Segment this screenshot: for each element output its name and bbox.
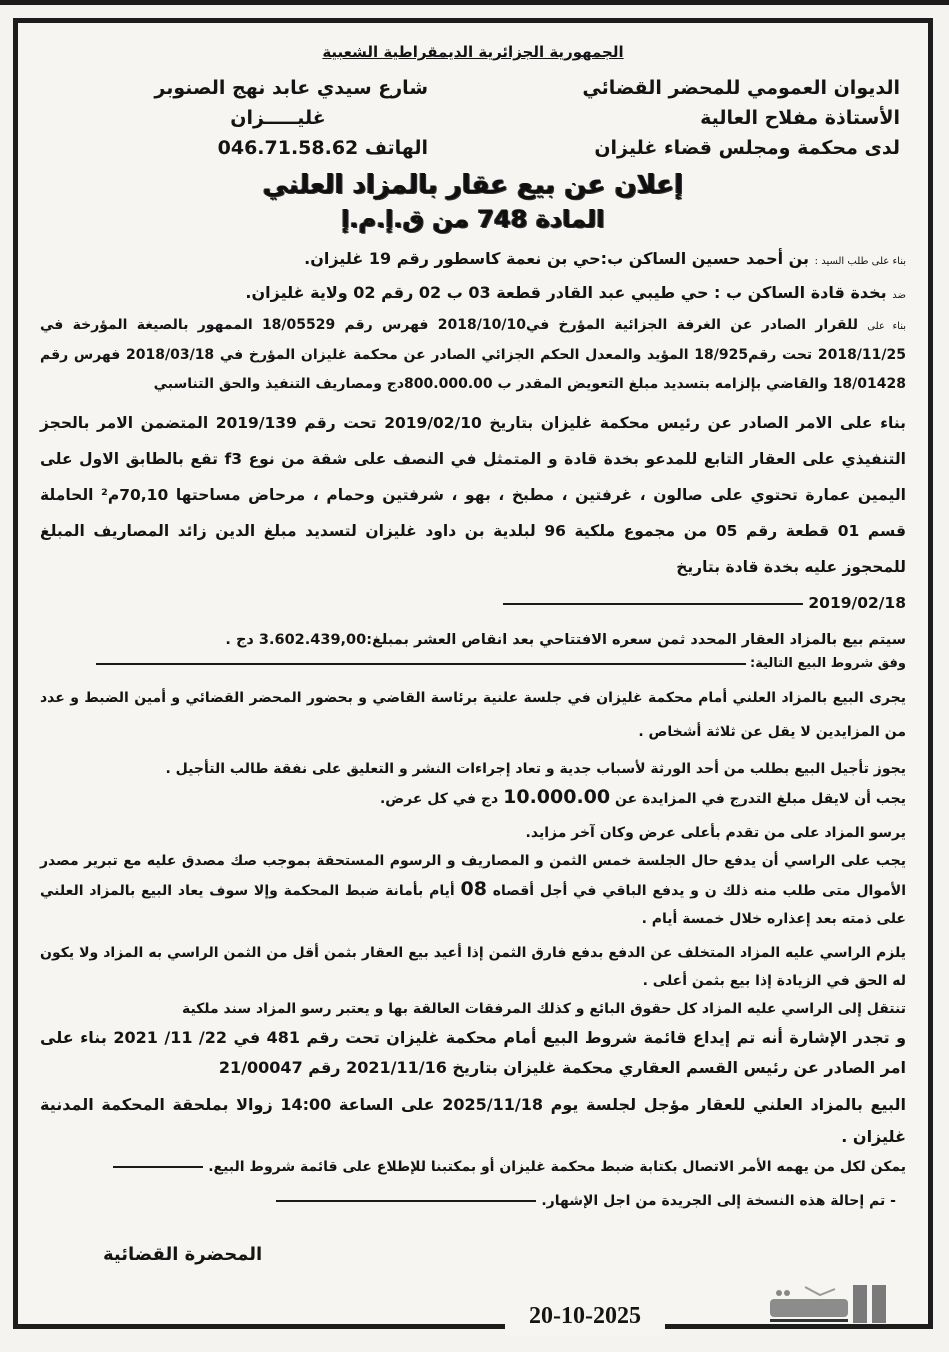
condition-text: أيام بأمانة ضبط المحكمة وإلا سوف يعاد البيع بالمزاد العلني على ذمته بعد إعذاره خلال خمسة أيام . — [40, 883, 906, 927]
office-block — [520, 73, 900, 163]
condition-item: يجرى البيع بالمزاد العلني أمام محكمة غليزان في جلسة علنية برئاسة القاضي و بحضور المحضر القضائي و أمين الضبط و عدد من المزايدين لا يقل عن ثلاثة أشخاص . — [40, 690, 906, 740]
forward-text: - تم إحالة هذه النسخة إلى الجريدة من اجل الإشهار. — [541, 1193, 896, 1209]
session-note: البيع بالمزاد العلني للعقار مؤجل لجلسة يوم 2025/11/18 على الساعة 14:00 زوالا بملحقة المحكمة المدنية غليزان . — [40, 1095, 906, 1146]
payment-days: 08 — [460, 878, 487, 900]
logo-wordmark — [770, 1299, 848, 1317]
republic-title: الجمهورية الجزائرية الديمقراطية الشعبية — [322, 43, 624, 61]
deposit-note: و تجدر الإشارة أنه تم إيداع قائمة شروط البيع أمام محكمة غليزان تحت رقم 481 في 22/ 11/ 2021 بناء على امر الصادر عن رئيس القسم العقاري محكمة غليزان بتاريخ 2021/11/16 رقم 21/00047 — [40, 1028, 907, 1077]
address-block — [128, 73, 428, 163]
notice-body — [40, 243, 906, 1269]
against-line — [40, 277, 906, 311]
logo-bar — [853, 1285, 867, 1323]
sale-price-line: سيتم بيع بالمزاد العقار المحدد ثمن سعره الافتتاحي بعد انقاص العشر بمبلغ:3.602.439,00 دج . — [225, 632, 906, 648]
condition-item — [40, 847, 906, 933]
decision-prefix: بناء على — [867, 321, 907, 332]
phone-label: الهاتف — [364, 137, 428, 159]
top-border-rule — [0, 0, 949, 5]
newspaper-logo — [765, 1281, 895, 1326]
office-line: لدى محكمة ومجلس قضاء غليزان — [594, 137, 900, 159]
condition-item: يرسو المزاد على من تقدم بأعلى عرض وكان آخر مزايد. — [525, 825, 906, 841]
legal-article: المادة 748 من ق.إ.م.إ — [341, 205, 605, 233]
address-line: شارع سيدي عابد نهج الصنوبر — [154, 77, 428, 99]
logo-tagline-strip — [770, 1319, 848, 1322]
divider — [503, 603, 803, 605]
condition-text: يجب أن لايقل مبلغ التدرج في المزايدة عن — [614, 791, 906, 807]
logo-swoosh — [805, 1287, 835, 1295]
phone-number: 046.71.58.62 — [217, 137, 359, 159]
condition-item — [40, 783, 906, 813]
decision-paragraph — [40, 311, 906, 399]
requester-prefix: بناء على طلب السيد : — [814, 256, 906, 267]
contact-text: يمكن لكل من يهمه الأمر الاتصال بكتابة ضبط محكمة غليزان أو بمكتبنا للإطلاع على قائمة شروط البيع. — [208, 1159, 906, 1175]
against-text: بخدة قادة الساكن ب : حي طيبي عبد القادر قطعة 03 ب 02 رقم 02 ولاية غليزان. — [245, 283, 887, 302]
requester-text: بن أحمد حسين الساكن ب:حي بن نعمة كاسطور رقم 19 غليزان. — [304, 249, 810, 268]
office-line: الديوان العمومي للمحضر القضائي — [582, 77, 900, 99]
legal-notice-frame — [13, 18, 933, 1329]
order-date: 2019/02/18 — [808, 594, 906, 612]
order-text: بناء على الامر الصادر عن رئيس محكمة غليزان بتاريخ 2019/02/10 تحت رقم 2019/139 المتضمن الامر بالحجز التنفيذي على العقار التابع للمدعو بخدة قادة و المتمثل في النصف على شقة من نوع f3 تقع بالطابق الاول على اليمين عمارة تحتوي على صالون ، غرفتين ، مطبخ ، بهو ، شرفتين وحمام ، مرحاض مساحتها 70,10م² الحاملة قسم 01 قطعة رقم 05 من مجموع ملكية 96 لبلدية بن داود غليزان لتسديد مبلغ الدين زائد المصاريف المبلغ للمحجوز عليه بخدة قادة بتاريخ — [40, 414, 906, 576]
conditions-title: وفق شروط البيع التالية: — [750, 656, 906, 671]
publication-date: 20-10-2025 — [505, 1296, 665, 1336]
against-prefix: ضد — [892, 290, 906, 301]
notice-headline: إعلان عن بيع عقار بالمزاد العلني — [262, 170, 684, 200]
logo-dot — [784, 1290, 790, 1296]
requester-line — [40, 243, 906, 277]
condition-item: يجوز تأجيل البيع بطلب من أحد الورثة لأسباب جدية و تعاد إجراءات النشر و التعليق على نفقة طالب التأجيل . — [165, 761, 906, 777]
divider — [276, 1200, 536, 1202]
signature-row — [40, 1241, 906, 1269]
divider — [96, 663, 746, 665]
condition-item: يلزم الراسي عليه المزاد المتخلف عن الدفع بدفع فارق الثمن إذا أعيد بيع العقار بثمن أقل من الثمن الراسي به المزاد ولا يكون له الحق في الزيادة إذا بيع بثمن أعلى . — [40, 945, 906, 989]
order-date-line — [40, 585, 906, 621]
seizure-order-paragraph — [40, 405, 906, 585]
forward-note — [40, 1187, 906, 1215]
divider — [113, 1166, 203, 1168]
bid-increment-amount: 10.000.00 — [503, 786, 611, 808]
office-line: الأستاذة مفلاح العالية — [700, 107, 900, 129]
condition-item: تنتقل إلى الراسي عليه المزاد كل حقوق البائع و كذلك المرفقات العالقة بها و يعتبر رسو المزاد سند ملكية — [181, 1001, 906, 1017]
logo-dot — [776, 1290, 782, 1296]
condition-text: يجب على الراسي أن يدفع حال الجلسة خمس الثمن و المصاريف و الرسوم المستحقة بموجب صك مصدق عليه مع تبرير مصدر الأموال متى طلب منه ذلك ن و يدفع الباقي في أجل أقصاه — [40, 853, 907, 899]
bailiff-signature: المحضرة القضائية — [103, 1244, 263, 1265]
contact-note — [40, 1153, 906, 1181]
logo-bar — [872, 1285, 886, 1323]
city-name: غليـــــزان — [230, 107, 326, 129]
phone-line — [128, 133, 428, 163]
condition-text: دج في كل عرض. — [379, 791, 499, 807]
decision-text: للقرار الصادر عن الغرفة الجزائية المؤرخ في2018/10/10 فهرس رقم 18/05529 الممهور بالصيغة المؤرخة في 2018/11/25 تحت رقم18/925 المؤيد والمعدل الحكم الجزائي الصادر عن محكمة غليزان المؤرخ في 2018/03/18 فهرس رقم 18/01428 والقاضي بإلزامه بتسديد مبلغ التعويض المقدر ب 800.000.00دج ومصاريف التنفيذ والحق التناسبي — [40, 317, 906, 392]
conditions-title-line — [40, 653, 906, 675]
